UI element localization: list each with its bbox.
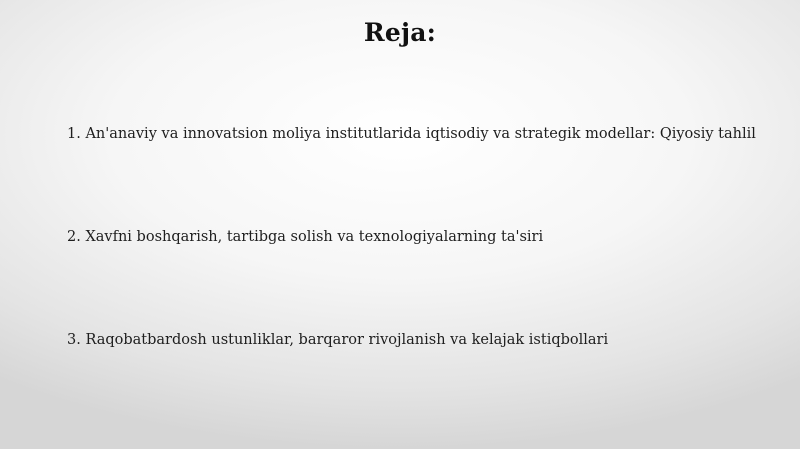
agenda-item-3: 3. Raqobatbardosh ustunliklar, barqaror rivojlanish va kelajak istiqbollari	[67, 332, 609, 348]
agenda-item-1: 1. An'anaviy va innovatsion moliya institutlarida iqtisodiy va strategik modellar: Qiyosiy tahlil	[67, 126, 756, 142]
agenda-item-2: 2. Xavfni boshqarish, tartibga solish va texnologiyalarning ta'siri	[67, 229, 544, 245]
slide-title: Reja:	[363, 18, 437, 47]
